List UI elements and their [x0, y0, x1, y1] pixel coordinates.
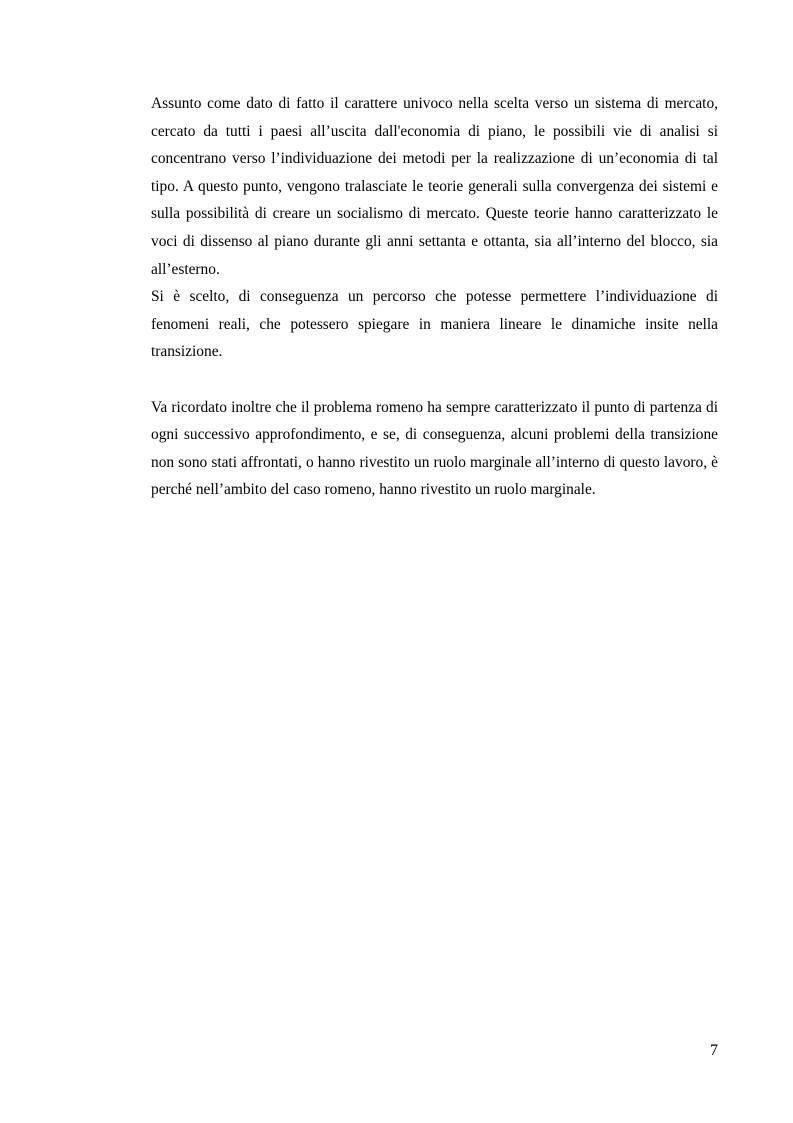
body-text — [151, 90, 718, 504]
paragraph-2: Si è scelto, di conseguenza un percorso che potesse permettere l’individuazione di fenomeni reali, che potessero spiegare in maniera lineare le dinamiche insite nella transizione. — [151, 288, 718, 361]
paragraph-3: Va ricordato inoltre che il problema romeno ha sempre caratterizzato il punto di partenza di ogni successivo approfondimento, e se, di conseguenza, alcuni problemi della transizione non sono stati affrontati, o hanno rivestito un ruolo marginale all’interno di questo lavoro, è perché nell’ambito del caso romeno, hanno rivestito un ruolo marginale. — [151, 398, 718, 499]
paragraph-1: Assunto come dato di fatto il carattere univoco nella scelta verso un sistema di mercato, cercato da tutti i paesi all’uscita dall'economia di piano, le possibili vie di analisi si concentrano verso l’individuazione dei metodi per la realizzazione di un’economia di tal tipo. A questo punto, vengono tralasciate le teorie generali sulla convergenza dei sistemi e sulla possibilità di creare un socialismo di mercato. Queste teorie hanno caratterizzato le voci di dissenso al piano durante gli anni settanta e ottanta, sia all’interno del blocco, sia all’esterno. — [151, 95, 718, 278]
page-number: 7 — [710, 1042, 718, 1059]
